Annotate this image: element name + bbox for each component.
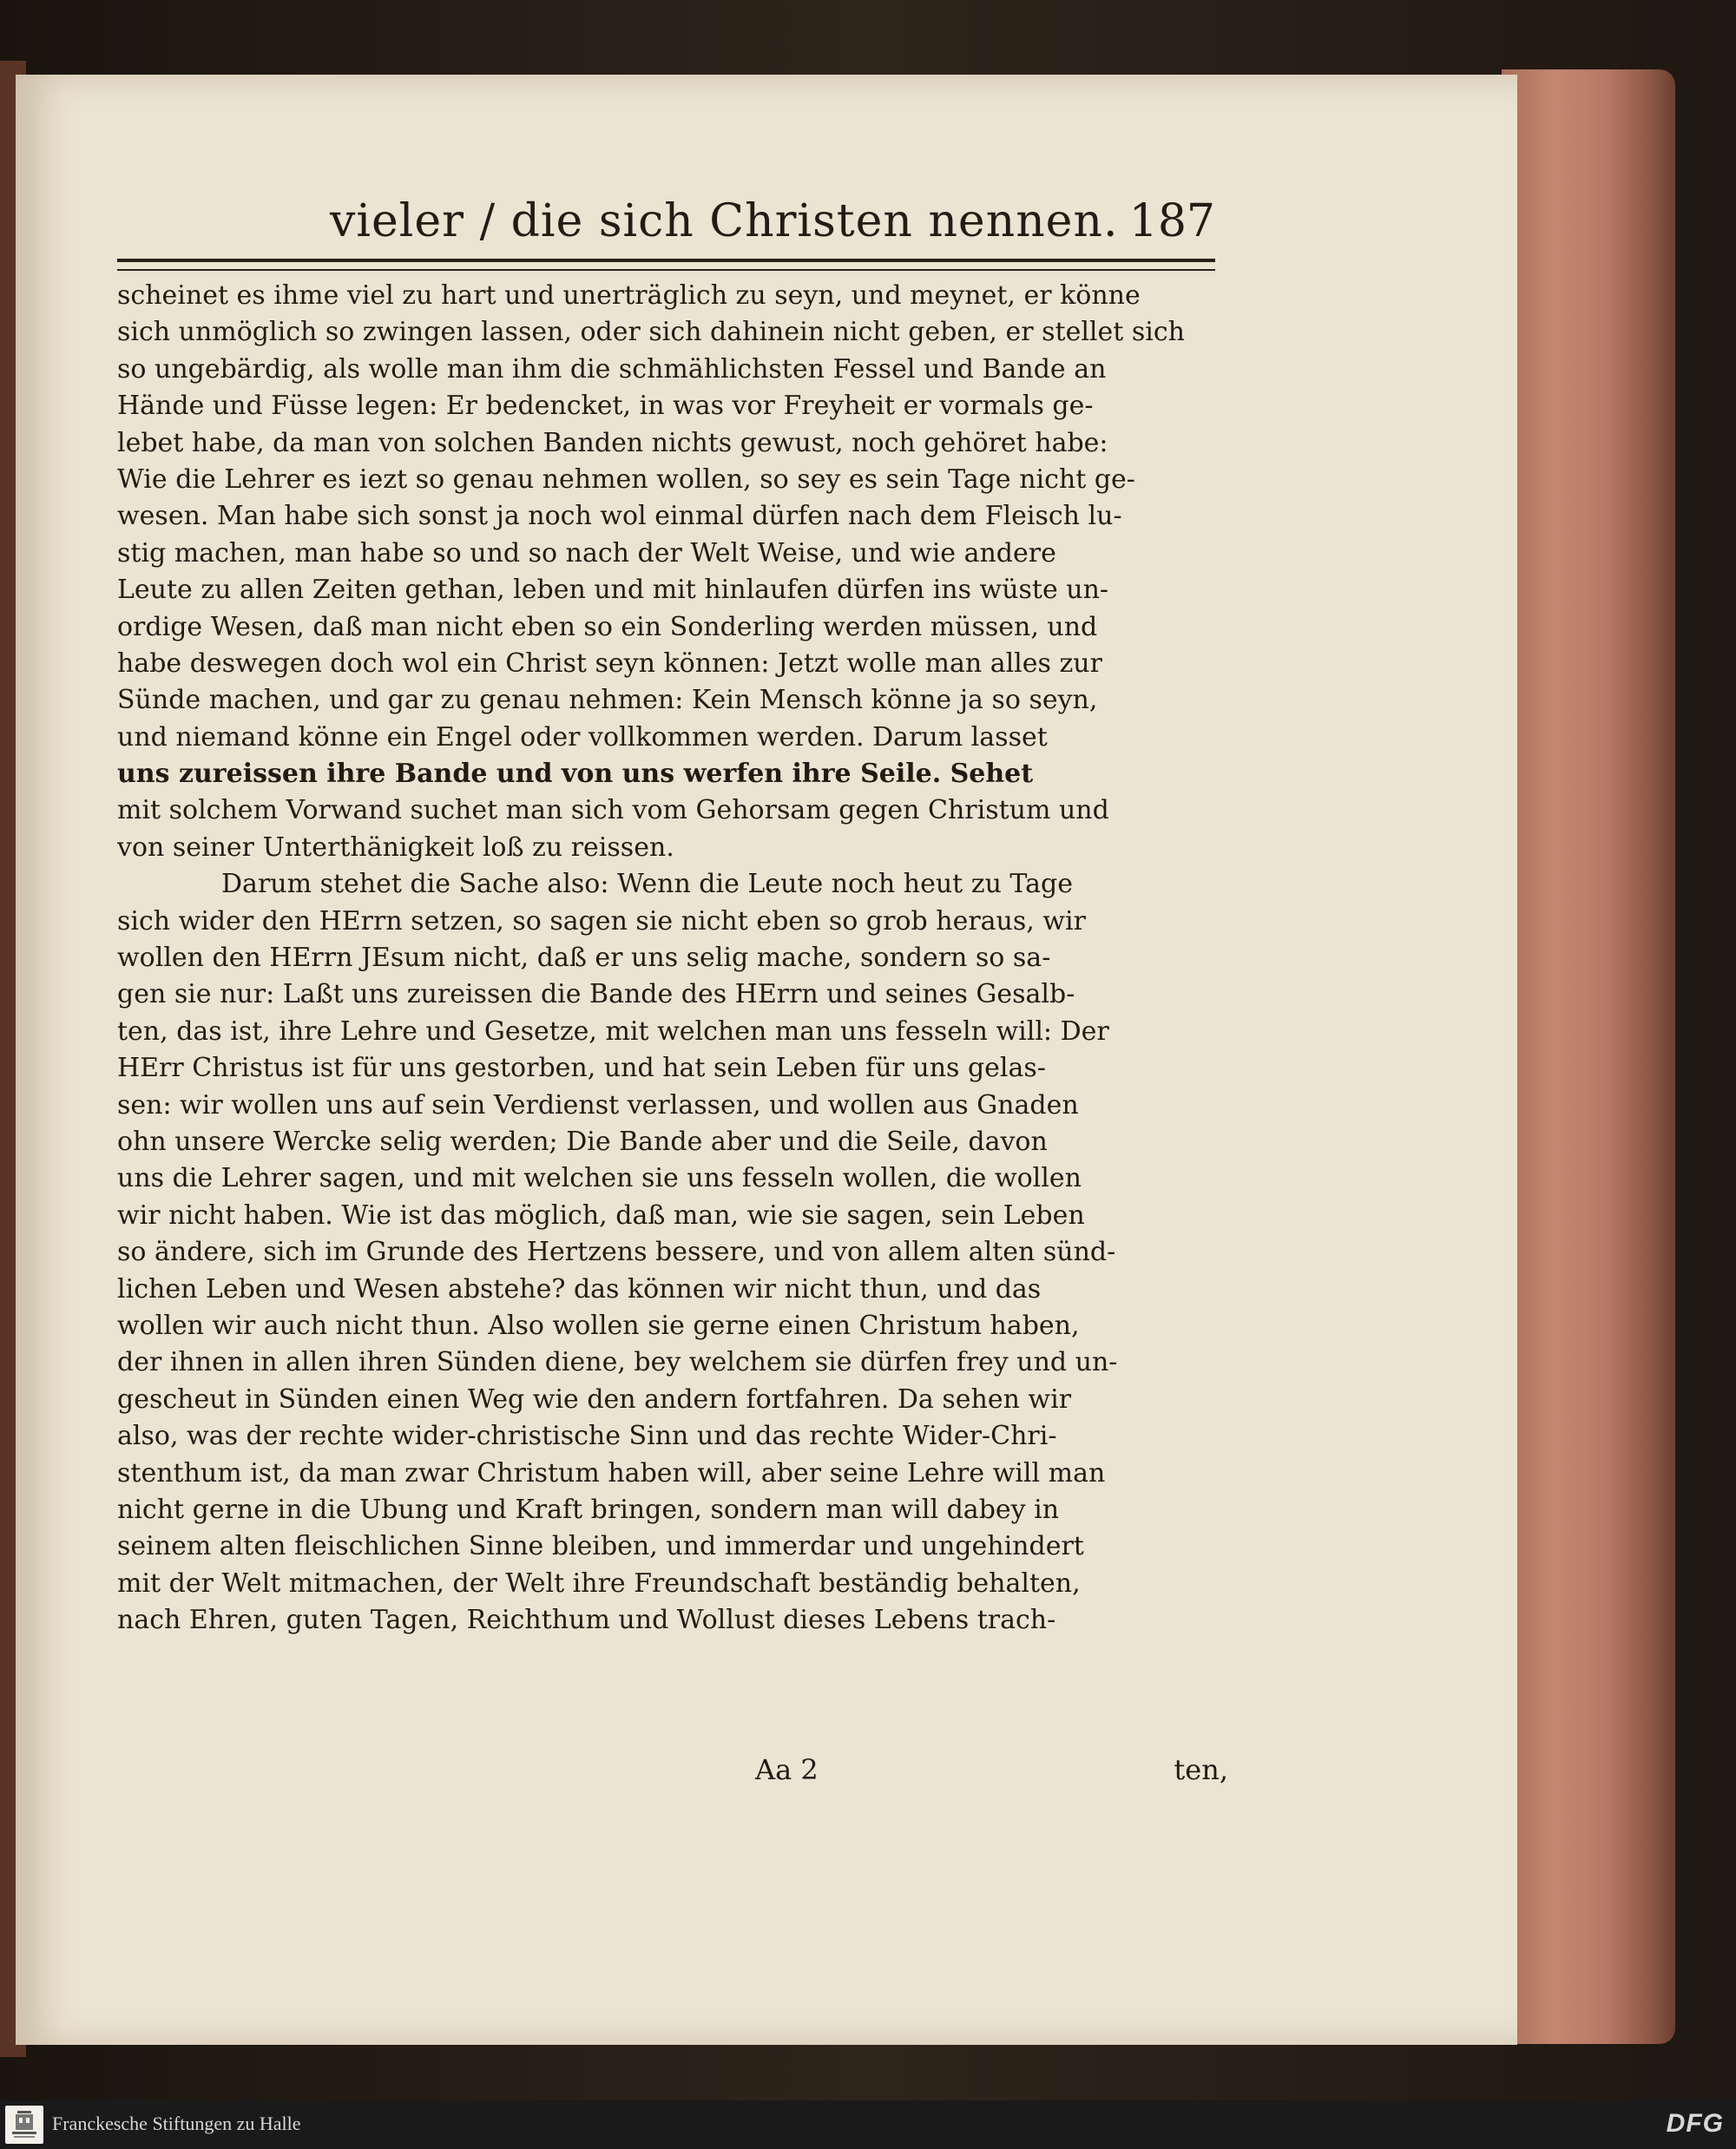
text-line: mit solchem Vorwand suchet man sich vom Gehorsam gegen Christum und xyxy=(117,795,1109,826)
text-line: so ändere, sich im Grunde des Hertzens bessere, und von allem alten sünd- xyxy=(117,1237,1116,1268)
text-line: sich wider den HErrn setzen, so sagen sie nicht eben so grob heraus, wir xyxy=(117,905,1086,936)
text-line: also, was der rechte wider-christische Sinn und das rechte Wider-Chri- xyxy=(117,1421,1057,1452)
text-line: Sünde machen, und gar zu genau nehmen: Kein Mensch könne ja so seyn, xyxy=(117,685,1098,716)
paragraph-start-line: Darum stehet die Sache also: Wenn die Leute noch heut zu Tage xyxy=(221,869,1073,900)
text-line: ordige Wesen, daß man nicht eben so ein Sonderling werden müssen, und xyxy=(117,611,1098,642)
catchword: ten, xyxy=(1174,1753,1228,1786)
text-line: von seiner Unterthänigkeit loß zu reissen. xyxy=(117,831,674,863)
text-line: lichen Leben und Wesen abstehe? das können wir nicht thun, und das xyxy=(117,1273,1042,1305)
text-line: gescheut in Sünden einen Weg wie den andern fortfahren. Da sehen wir xyxy=(117,1383,1072,1415)
body-text xyxy=(117,278,1228,1639)
text-line: mit der Welt mitmachen, der Welt ihre Freundschaft beständig behalten, xyxy=(117,1567,1081,1599)
text-line: stenthum ist, da man zwar Christum haben will, aber seine Lehre will man xyxy=(117,1457,1106,1489)
running-title: vieler / die sich Christen nennen. xyxy=(330,195,1119,247)
book-page-edges xyxy=(1502,69,1675,2044)
text-line: so ungebärdig, als wolle man ihm die schmählichsten Fessel und Bande an xyxy=(117,353,1107,384)
text-line: wollen den HErrn JEsum nicht, daß er uns selig mache, sondern so sa- xyxy=(117,943,1051,974)
text-line: sen: wir wollen uns auf sein Verdienst verlassen, und wollen aus Gnaden xyxy=(117,1089,1079,1121)
institution-logo-icon xyxy=(5,2106,43,2144)
text-line: stig machen, man habe so und so nach der Welt Weise, und wie andere xyxy=(117,537,1056,568)
signature-mark: Aa 2 xyxy=(755,1753,819,1786)
text-line: ten, das ist, ihre Lehre und Gesetze, mit welchen man uns fesseln will: Der xyxy=(117,1015,1109,1047)
text-line: wollen wir auch nicht thun. Also wollen sie gerne einen Christum haben, xyxy=(117,1310,1080,1341)
text-line: nicht gerne in die Ubung und Kraft bringen, sondern man will dabey in xyxy=(117,1494,1060,1525)
text-line: Hände und Füsse legen: Er bedencket, in was vor Freyheit er vormals ge- xyxy=(117,391,1094,422)
text-line: nach Ehren, guten Tagen, Reichthum und Wollust dieses Lebens trach- xyxy=(117,1605,1056,1636)
text-line: und niemand könne ein Engel oder vollkommen werden. Darum lasset xyxy=(117,721,1048,752)
dfg-logo: DFG xyxy=(1666,2109,1724,2138)
text-line: Wie die Lehrer es iezt so genau nehmen wollen, so sey es sein Tage nicht ge- xyxy=(117,463,1135,495)
text-line: lebet habe, da man von solchen Banden nichts gewust, noch gehöret habe: xyxy=(117,427,1108,458)
text-line: uns die Lehrer sagen, und mit welchen sie uns fesseln wollen, die wollen xyxy=(117,1163,1082,1194)
text-line: seinem alten fleischlichen Sinne bleiben, und immerdar und ungehindert xyxy=(117,1531,1084,1562)
text-line: sich unmöglich so zwingen lassen, oder sich dahinein nicht geben, er stellet sich xyxy=(117,317,1185,348)
institution-name: Franckesche Stiftungen zu Halle xyxy=(52,2113,301,2134)
page-footer xyxy=(117,1753,1228,1797)
text-line: wesen. Man habe sich sonst ja noch wol einmal dürfen nach dem Fleisch lu- xyxy=(117,501,1122,532)
text-line: der ihnen in allen ihren Sünden diene, bey welchem sie dürfen frey und un- xyxy=(117,1347,1118,1378)
page-header xyxy=(330,195,1215,265)
text-line: ohn unsere Wercke selig werden; Die Bande aber und die Seile, davon xyxy=(117,1126,1048,1157)
text-line: habe deswegen doch wol ein Christ seyn können: Jetzt wolle man alles zur xyxy=(117,647,1102,679)
text-line-emphasis: uns zureissen ihre Bande und von uns werfen ihre Seile. Sehet xyxy=(117,759,1034,790)
text-line: wir nicht haben. Wie ist das möglich, daß man, wie sie sagen, sein Leben xyxy=(117,1199,1085,1231)
page-number: 187 xyxy=(1128,195,1215,247)
text-line: HErr Christus ist für uns gestorben, und hat sein Leben für uns gelas- xyxy=(117,1053,1046,1084)
text-line: scheinet es ihme viel zu hart und unerträglich zu seyn, und meynet, er könne xyxy=(117,280,1141,311)
viewer-footer-bar xyxy=(0,2100,1736,2149)
text-line: Leute zu allen Zeiten gethan, leben und mit hinlaufen dürfen ins wüste un- xyxy=(117,575,1109,606)
header-rule xyxy=(117,259,1215,271)
text-line: gen sie nur: Laßt uns zureissen die Bande des HErrn und seines Gesalb- xyxy=(117,979,1075,1010)
